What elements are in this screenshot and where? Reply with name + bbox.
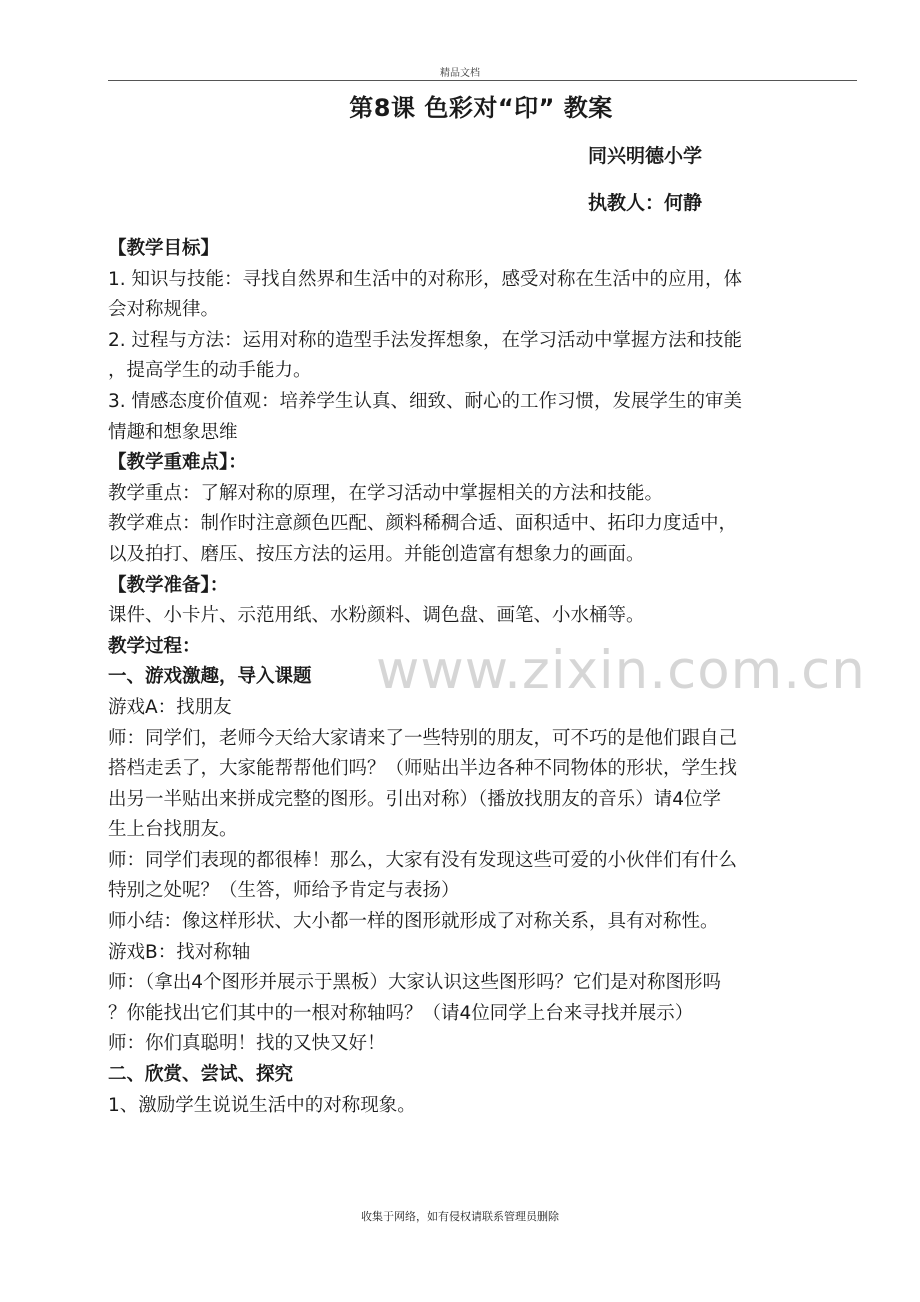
header-divider [108, 80, 857, 81]
body-line: 师：同学们表现的都很棒！那么，大家有没有发现这些可爱的小伙伴们有什么 [108, 849, 738, 871]
body-line: 以及拍打、磨压、按压方法的运用。并能创造富有想象力的画面。 [108, 543, 645, 565]
section-heading: 教学过程： [108, 635, 201, 657]
body-line: 出另一半贴出来拼成完整的图形。引出对称）（播放找朋友的音乐）请4位学 [108, 788, 722, 810]
body-line: ，提高学生的动手能力。 [108, 360, 312, 382]
section-heading: 【教学准备】： [108, 574, 229, 596]
body-line: 教学难点：制作时注意颜色匹配、颜料稀稠合适、面积适中、拓印力度适中， [108, 513, 738, 535]
body-line: 搭档走丢了，大家能帮帮他们吗？（师贴出半边各种不同物体的形状，学生找 [108, 758, 738, 780]
body-line: 师小结：像这样形状、大小都一样的图形就形成了对称关系，具有对称性。 [108, 911, 719, 933]
body-line: 教学重点：了解对称的原理，在学习活动中掌握相关的方法和技能。 [108, 482, 664, 504]
body-line: 师：同学们，老师今天给大家请来了一些特别的朋友，可不巧的是他们跟自己 [108, 727, 738, 749]
section-heading: 一、游戏激趣，导入课题 [108, 666, 312, 688]
body-line: 3. 情感态度价值观：培养学生认真、细致、耐心的工作习惯，发展学生的审美 [108, 390, 743, 412]
body-line: 课件、小卡片、示范用纸、水粉颜料、调色盘、画笔、小水桶等。 [108, 605, 645, 627]
page-footer-note: 收集于网络，如有侵权请联系管理员删除 [361, 1210, 559, 1223]
section-heading: 【教学目标】 [108, 238, 220, 259]
body-line: 生上台找朋友。 [108, 819, 238, 841]
body-line: 师：（拿出4个图形并展示于黑板）大家认识这些图形吗？它们是对称图形吗 [108, 972, 722, 994]
body-line: ？你能找出它们其中的一根对称轴吗？（请4位同学上台来寻找并展示） [108, 1002, 694, 1024]
body-line: 情趣和想象思维 [108, 421, 238, 443]
document-body [108, 234, 848, 1121]
section-heading: 二、欣赏、尝试、探究 [108, 1064, 294, 1086]
document-title: 第8课 色彩对“印” 教案 [349, 94, 613, 122]
body-line: 2. 过程与方法：运用对称的造型手法发挥想象，在学习活动中掌握方法和技能 [108, 329, 743, 351]
body-line: 会对称规律。 [108, 299, 220, 321]
body-line: 游戏B：找对称轴 [108, 941, 251, 963]
body-line: 特别之处呢？（生答，师给予肯定与表扬） [108, 880, 460, 902]
watermark-text: www.zixin.com.cn [376, 640, 866, 701]
school-name: 同兴明德小学 [588, 145, 703, 167]
body-line: 师：你们真聪明！找的又快又好！ [108, 1033, 386, 1055]
section-heading: 【教学重难点】： [108, 452, 247, 474]
teacher-name: 执教人：何静 [588, 192, 703, 214]
body-line: 1. 知识与技能：寻找自然界和生活中的对称形，感受对称在生活中的应用，体 [108, 268, 743, 290]
page-header-label: 精品文档 [440, 68, 480, 79]
body-line: 游戏A：找朋友 [108, 696, 232, 718]
body-line: 1、激励学生说说生活中的对称现象。 [108, 1094, 416, 1116]
